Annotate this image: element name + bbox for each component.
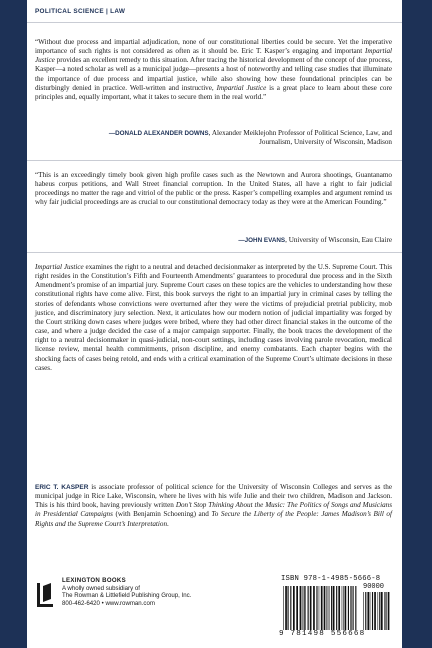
barcode-bar xyxy=(385,592,386,630)
author-book-1: Don’t Stop Thinking About the Music: The Politics of Songs and Musicians in Presidential Campaigns xyxy=(35,501,392,519)
barcode-bar xyxy=(305,586,306,630)
barcode-bar xyxy=(333,586,335,630)
blurb-2-quote: “This is an exceedingly timely book given high profile cases such as the Newtown and Aurora shootings, Guantanamo habeus corpus petitions, and Wall Street financial corruption. In the United States, all have a right to fair judicial proceedings no matter the rage and vitriol of the public or the press. Kasper’s compelling examples and argument remind us why fair judicial proceedings are as crucial to our constitutional democracy today as they were at the American Founding.” xyxy=(35,171,392,207)
barcode-bar xyxy=(388,592,390,630)
barcode-bar xyxy=(321,586,323,630)
price-code: 90000 xyxy=(363,583,385,591)
barcode-bar xyxy=(283,586,284,630)
blurb-1-attribution xyxy=(92,129,392,147)
isbn-text: ISBN 978-1-4985-5666-8 xyxy=(281,575,381,583)
lexington-logo-icon xyxy=(35,581,57,609)
barcode-bar xyxy=(370,592,371,630)
barcode-bar xyxy=(374,592,376,630)
barcode-bar xyxy=(336,586,337,630)
barcode-bars xyxy=(283,586,359,630)
barcode-bar xyxy=(343,586,344,630)
barcode-bar xyxy=(290,586,291,630)
barcode-bar xyxy=(293,586,295,630)
barcode-bar xyxy=(350,586,351,630)
description-text: examines the right to a neutral and detached decisionmaker as interpreted by the U.S. Supreme Court. This right resides in the Constitution’s Fifth and Fourteenth Amendments’ guarantees to procedural due process and in the Sixth Amendment’s promise of an impartial jury. Supreme Court cases on these topics are the vehicles to understanding how these constitutional rights have come alive. First, this book surveys the right to an impartial jury in criminal cases by telling the stories of defendants whose convictions were overturned after they were the victims of prejudicial pretrial publicity, mob justice, and discriminatory jury selection. Next, it articulates how our modern notion of judicial impartiality was forged by the Court striking down cases where judges were bribed, where they had other direct financial stakes in the outcome of the case, and where a judge decided the case of a major campaign supporter. Finally, the book traces the development of the right to a neutral decisionmaker in quasi-judicial, non-court settings, including cases involving parole revocation, medical license review, mental health commitments, prison discipline, and enemy combatants. Each chapter begins with the shocking facts of cases being retold, and ends with a critical examination of the Supreme Court’s ultimate decisions in these cases. xyxy=(35,263,393,372)
blurb-1-name: DONALD ALEXANDER DOWNS xyxy=(115,130,209,137)
blurb-2-dash: — xyxy=(238,237,245,244)
barcode-bar xyxy=(372,592,373,630)
barcode-bar xyxy=(367,592,369,630)
barcode-bar xyxy=(355,586,356,630)
description-title: Impartial Justice xyxy=(35,263,84,271)
blurb-2-name: JOHN EVANS xyxy=(244,237,286,244)
divider xyxy=(27,160,402,161)
barcode-bar xyxy=(353,586,354,630)
category-label: POLITICAL SCIENCE | LAW xyxy=(35,8,126,15)
blurb-1-dash: — xyxy=(108,130,116,137)
barcode-block xyxy=(277,573,394,641)
author-bio-text-2: (with Benjamin Schoening) and xyxy=(112,510,212,519)
barcode-bar xyxy=(351,586,352,630)
barcode-bar xyxy=(363,592,364,630)
barcode-bar xyxy=(288,586,289,630)
publisher-line-3: 800-462-6420 • www.rowman.com xyxy=(62,599,155,607)
barcode-bar xyxy=(302,586,303,630)
barcode-bar xyxy=(329,586,330,630)
barcode-bar xyxy=(338,586,340,630)
barcode-digits: 9 781498 556668 xyxy=(279,630,366,638)
barcode-bar xyxy=(345,586,347,630)
barcode-bar xyxy=(308,586,309,630)
barcode-bar xyxy=(304,586,305,630)
author-bio xyxy=(35,483,392,529)
barcode-bar xyxy=(300,586,302,630)
barcode-bar xyxy=(379,592,380,630)
text-panel xyxy=(27,0,402,648)
price-barcode-bars xyxy=(363,592,391,630)
barcode-bar xyxy=(313,586,315,630)
publisher-line-1: A wholly owned subsidiary of xyxy=(62,584,140,592)
barcode-bar xyxy=(384,592,385,630)
divider xyxy=(27,252,402,253)
barcode-bar xyxy=(342,586,343,630)
barcode-bar xyxy=(326,586,327,630)
barcode-bar xyxy=(381,592,383,630)
blurb-2-affiliation: , University of Wisconsin, Eau Claire xyxy=(285,236,392,244)
barcode-bar xyxy=(316,586,317,630)
author-bio-text-1: is associate professor of political science for the University of Wisconsin Colleges and serves as the municipal judge in Rice Lake, Wisconsin, where he lives with his wife Julie and their two children, Madison and Jackson. This is his third book, having previously written xyxy=(35,483,392,510)
barcode-bar xyxy=(285,586,287,630)
author-bio-text-3: . xyxy=(167,519,169,528)
publisher-name: LEXINGTON BOOKS xyxy=(62,577,126,584)
barcode-bar xyxy=(319,586,320,630)
barcode-bar xyxy=(296,586,298,630)
blurb-2-attribution xyxy=(92,236,392,245)
barcode-bar xyxy=(378,592,379,630)
author-name: ERIC T. KASPER xyxy=(35,484,89,491)
blurb-1-affiliation: , Alexander Meiklejohn Professor of Political Science, Law, and Journalism, University of Wisconsin, Madison xyxy=(208,129,392,147)
barcode-bar xyxy=(331,586,332,630)
barcode-bar xyxy=(348,586,349,630)
author-book-2: To Secure the Liberty of the People: James Madison’s Bill of Rights and the Supreme Court’s Interpretation xyxy=(35,510,392,528)
divider xyxy=(27,22,402,23)
barcode-bar xyxy=(328,586,329,630)
publisher-line-2: The Rowman & Littlefield Publishing Group, Inc. xyxy=(62,592,192,600)
blurb-1-quote: “Without due process and impartial adjudication, none of our constitutional liberties could be secure. Yet the imperative importance of such rights is not considered as often as it should be. Eric T. Kasper’s engaging and important Impartial Justice provides an excellent remedy to this situation. After tracing the historical development of the concept of due process, Kasper—a noted scholar as well as a municipal judge—presents a host of noteworthy and telling case studies that illuminate the importance of due process and impartial justice, while also showing how these foundational principles can be disturbingly denied in practice. Well-written and instructive, Impartial Justice is a great place to learn about these core principles and, equally important, what it takes to secure them in the real world.” xyxy=(35,38,392,101)
barcode-bar xyxy=(365,592,366,630)
barcode-bar xyxy=(324,586,326,630)
publisher-block xyxy=(35,577,225,623)
barcode-bar xyxy=(310,586,312,630)
book-description xyxy=(35,263,392,373)
publisher-text xyxy=(62,577,191,607)
